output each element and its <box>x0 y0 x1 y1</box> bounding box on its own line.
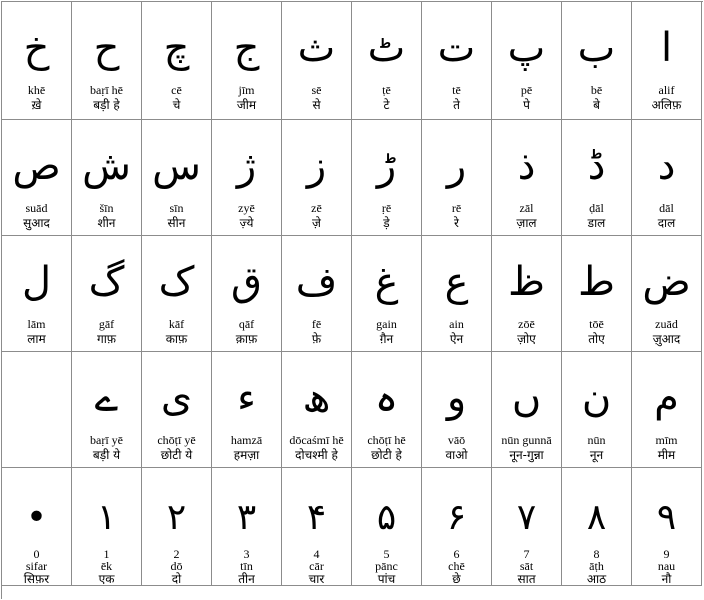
latin-name: zāl <box>519 201 534 215</box>
latin-name: jīm <box>238 83 255 97</box>
latin-name: sē <box>311 83 322 97</box>
letter-cell <box>212 352 282 468</box>
urdu-glyph: خ <box>23 25 50 71</box>
devanagari-name: सुआद <box>23 216 50 230</box>
latin-name: lām <box>27 317 46 331</box>
letter-cell <box>2 236 72 352</box>
latin-name: gāf <box>98 317 115 331</box>
urdu-glyph: ف <box>295 259 338 305</box>
latin-name: tīn <box>240 559 253 573</box>
letter-cell <box>72 236 142 352</box>
letter-cell <box>212 2 282 120</box>
urdu-glyph: ح <box>93 25 120 71</box>
devanagari-name: ज़्ये <box>239 216 254 230</box>
arabic-numeral: 4 <box>313 547 320 561</box>
devanagari-name: शीन <box>97 216 116 230</box>
urdu-glyph: ت <box>437 25 476 71</box>
latin-name: āṭh <box>589 559 604 573</box>
urdu-glyph: ر <box>446 143 467 189</box>
devanagari-name: मीम <box>657 448 676 462</box>
latin-name: khē <box>27 83 46 97</box>
devanagari-name: तोए <box>588 332 605 346</box>
digit-cell <box>562 468 632 586</box>
letter-cell <box>352 236 422 352</box>
devanagari-name: डाल <box>587 216 606 230</box>
latin-name: fē <box>311 317 322 331</box>
devanagari-name: लाम <box>27 332 46 346</box>
digit-cell <box>142 468 212 586</box>
urdu-glyph: غ <box>374 259 399 305</box>
latin-name: šīn <box>99 201 114 215</box>
urdu-glyph: ٹ <box>367 25 406 71</box>
devanagari-name: हमज़ा <box>233 448 260 462</box>
urdu-glyph: ب <box>577 25 616 71</box>
urdu-glyph: ژ <box>236 143 257 189</box>
arabic-numeral: 6 <box>453 547 460 561</box>
latin-name: nūn gunnā <box>501 433 552 447</box>
urdu-glyph: ے <box>94 375 119 421</box>
devanagari-name: नून-गुन्ना <box>509 448 544 462</box>
latin-name: nūn <box>587 433 606 447</box>
devanagari-name: काफ़ <box>165 332 188 346</box>
empty-cell <box>2 352 72 468</box>
devanagari-name: पांच <box>377 572 396 586</box>
devanagari-name: ज़ाल <box>516 216 537 230</box>
letter-cell <box>632 352 702 468</box>
urdu-glyph: ش <box>82 143 131 189</box>
urdu-digit: ۳ <box>236 497 257 538</box>
urdu-glyph: د <box>657 143 676 189</box>
devanagari-name: वाओ <box>445 448 468 462</box>
letter-cell <box>492 236 562 352</box>
latin-name: chōṭī yē <box>157 433 196 447</box>
devanagari-name: दो <box>171 572 182 586</box>
urdu-glyph: س <box>152 143 201 189</box>
devanagari-name: फ़े <box>311 332 322 346</box>
urdu-glyph: ذ <box>517 143 536 189</box>
latin-name: zyē <box>238 201 255 215</box>
arabic-numeral: 8 <box>593 547 600 561</box>
latin-name: kāf <box>168 317 185 331</box>
arabic-numeral: 1 <box>103 547 110 561</box>
latin-name: dō <box>170 559 183 573</box>
devanagari-name: छोटी ये <box>160 448 193 462</box>
letter-cell <box>632 2 702 120</box>
letter-cell <box>2 120 72 236</box>
devanagari-name: बड़ी ये <box>92 448 121 462</box>
devanagari-name: छे <box>452 572 461 586</box>
urdu-glyph: ق <box>230 259 263 305</box>
letter-cell <box>72 2 142 120</box>
urdu-digit: ۲ <box>166 497 187 538</box>
letter-cell <box>492 120 562 236</box>
letter-cell <box>282 352 352 468</box>
urdu-digit: ۶ <box>446 497 467 538</box>
digit-cell <box>422 468 492 586</box>
devanagari-name: ख़े <box>31 98 42 112</box>
letter-cell <box>422 2 492 120</box>
devanagari-name: दाल <box>657 216 676 230</box>
devanagari-name: ग़ैन <box>379 332 394 346</box>
devanagari-name: ज़ुआद <box>652 332 681 346</box>
devanagari-name: बड़ी हे <box>93 98 120 112</box>
devanagari-name: चे <box>172 98 181 112</box>
urdu-glyph: ط <box>578 259 615 305</box>
letter-cell <box>562 352 632 468</box>
latin-name: ēk <box>100 559 113 573</box>
urdu-glyph: ز <box>306 143 327 189</box>
urdu-digit: ۹ <box>656 497 677 538</box>
urdu-glyph: ظ <box>508 259 545 305</box>
urdu-glyph: ص <box>12 143 61 189</box>
latin-name: sīn <box>169 201 184 215</box>
arabic-numeral: 0 <box>33 547 40 561</box>
urdu-glyph: ض <box>642 259 691 305</box>
devanagari-name: ज़ोए <box>517 332 536 346</box>
urdu-alphabet-chart <box>1 1 703 599</box>
devanagari-name: ज़े <box>312 216 321 230</box>
digit-cell <box>492 468 562 586</box>
letter-cell <box>352 352 422 468</box>
latin-name: ṛē <box>381 201 392 215</box>
letter-cell <box>422 120 492 236</box>
latin-name: suād <box>25 201 48 215</box>
urdu-glyph: ع <box>444 259 469 305</box>
letter-cell <box>632 120 702 236</box>
urdu-glyph: ی <box>160 375 193 421</box>
letter-cell <box>212 120 282 236</box>
urdu-glyph: و <box>446 375 467 421</box>
latin-name: bē <box>590 83 603 97</box>
latin-name: cār <box>309 559 324 573</box>
letter-cell <box>282 120 352 236</box>
urdu-glyph: ج <box>233 25 260 71</box>
arabic-numeral: 2 <box>173 547 180 561</box>
latin-name: sifar <box>25 559 48 573</box>
urdu-glyph: ہ <box>374 375 399 421</box>
urdu-glyph: ث <box>297 25 336 71</box>
urdu-digit: ۸ <box>586 497 607 538</box>
devanagari-name: नून <box>589 448 604 462</box>
letter-cell <box>562 236 632 352</box>
latin-name: dōcaśmī hē <box>289 433 344 447</box>
arabic-numeral: 3 <box>243 547 250 561</box>
digit-cell <box>352 468 422 586</box>
urdu-glyph: ء <box>237 375 256 421</box>
devanagari-name: तीन <box>238 572 255 586</box>
urdu-glyph: پ <box>507 25 546 71</box>
arabic-numeral: 5 <box>383 547 390 561</box>
digit-cell <box>632 468 702 586</box>
letter-cell <box>142 120 212 236</box>
letter-cell <box>212 236 282 352</box>
latin-name: qāf <box>238 317 255 331</box>
letter-cell <box>142 2 212 120</box>
letter-cell <box>352 2 422 120</box>
letter-cell <box>492 352 562 468</box>
devanagari-name: अलिफ़ <box>651 98 682 112</box>
latin-name: sāt <box>519 559 534 573</box>
devanagari-name: जीम <box>236 98 257 112</box>
latin-name: chōṭī hē <box>367 433 406 447</box>
devanagari-name: ते <box>453 98 460 112</box>
latin-name: dāl <box>659 201 674 215</box>
latin-name: tōē <box>589 317 604 331</box>
letter-cell <box>2 2 72 120</box>
urdu-glyph: ک <box>158 259 195 305</box>
letter-cell <box>422 236 492 352</box>
letter-cell <box>352 120 422 236</box>
devanagari-name: क़ाफ़ <box>235 332 258 346</box>
urdu-digit: • <box>25 497 48 538</box>
devanagari-name: आठ <box>586 572 607 586</box>
letter-cell <box>422 352 492 468</box>
urdu-glyph: ں <box>511 375 542 421</box>
letter-cell <box>562 120 632 236</box>
arabic-numeral: 9 <box>663 547 670 561</box>
devanagari-name: सिफ़र <box>23 572 50 586</box>
urdu-glyph: چ <box>163 25 190 71</box>
devanagari-name: रे <box>454 216 459 230</box>
urdu-glyph: م <box>654 375 679 421</box>
letter-cell <box>72 352 142 468</box>
latin-name: hamzā <box>230 433 263 447</box>
letter-cell <box>492 2 562 120</box>
digit-cell <box>282 468 352 586</box>
latin-name: nau <box>657 559 676 573</box>
latin-name: alif <box>658 83 675 97</box>
latin-name: rē <box>451 201 462 215</box>
urdu-glyph: گ <box>88 259 125 305</box>
latin-name: zē <box>311 201 322 215</box>
urdu-glyph <box>2 370 71 426</box>
devanagari-name: एक <box>98 572 115 586</box>
letter-cell <box>282 2 352 120</box>
urdu-glyph: ا <box>660 25 673 71</box>
latin-name: vāō <box>447 433 466 447</box>
urdu-glyph: ن <box>581 375 612 421</box>
devanagari-name: पे <box>523 98 530 112</box>
devanagari-name: बे <box>593 98 600 112</box>
devanagari-name: चार <box>308 572 325 586</box>
latin-name: ḍāl <box>589 201 604 215</box>
latin-name: mīm <box>655 433 678 447</box>
devanagari-name: ऐन <box>449 332 464 346</box>
devanagari-name: सीन <box>167 216 186 230</box>
latin-name: baṛī yē <box>90 433 123 447</box>
digit-cell <box>2 468 72 586</box>
devanagari-name: गाफ़ <box>96 332 117 346</box>
latin-name: baṛī hē <box>90 83 123 97</box>
latin-name: gain <box>376 317 397 331</box>
urdu-glyph: ڈ <box>587 143 606 189</box>
latin-name: zōē <box>518 317 535 331</box>
letter-cell <box>562 2 632 120</box>
urdu-glyph: ڑ <box>376 143 397 189</box>
latin-name: ṭē <box>382 83 391 97</box>
digit-cell <box>212 468 282 586</box>
latin-name: ain <box>449 317 464 331</box>
letter-cell <box>72 120 142 236</box>
latin-name: tē <box>452 83 461 97</box>
letter-cell <box>282 236 352 352</box>
letter-cell <box>142 352 212 468</box>
devanagari-name: टे <box>383 98 390 112</box>
devanagari-name: ड़े <box>383 216 390 230</box>
urdu-digit: ۴ <box>306 497 327 538</box>
latin-name: cē <box>171 83 182 97</box>
devanagari-name: छोटी हे <box>371 448 402 462</box>
devanagari-name: से <box>312 98 321 112</box>
latin-name: zuād <box>655 317 678 331</box>
latin-name: pē <box>520 83 533 97</box>
urdu-digit: ۷ <box>516 497 537 538</box>
urdu-glyph: ل <box>21 259 52 305</box>
urdu-digit: ۱ <box>96 497 117 538</box>
letter-cell <box>632 236 702 352</box>
urdu-digit: ۵ <box>376 497 397 538</box>
devanagari-name: दोचश्मी हे <box>295 448 338 462</box>
digit-cell <box>72 468 142 586</box>
latin-name: chē <box>448 559 465 573</box>
devanagari-name: सात <box>517 572 536 586</box>
devanagari-name: नौ <box>661 572 672 586</box>
letter-cell <box>142 236 212 352</box>
latin-name: pānc <box>375 559 398 573</box>
arabic-numeral: 7 <box>523 547 530 561</box>
urdu-glyph: ھ <box>302 375 331 421</box>
